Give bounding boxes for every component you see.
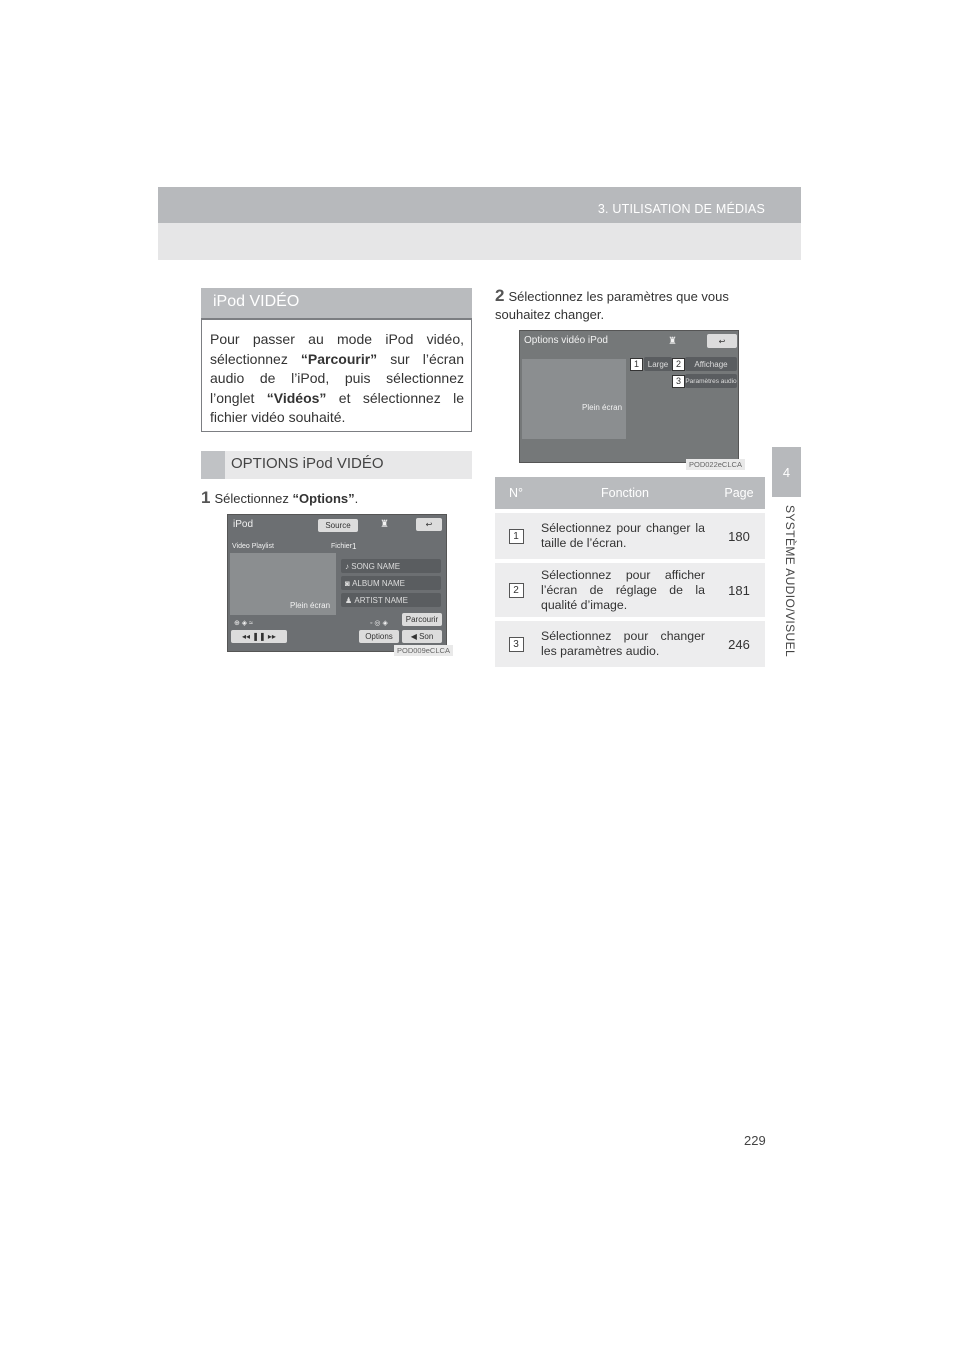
function-table [495,477,765,667]
options-screen-image: Options vidéo iPod ♜ ↩ Plein écran Large Affichage Paramètres audio 1 2 3 [519,330,739,463]
speaker-icon: ◀ [410,632,420,641]
row-page: 181 [713,561,765,619]
settings-icon: ♜ [380,519,389,530]
parcourir-button: Parcourir [402,613,442,626]
section-header-options [201,451,472,479]
header-no: N° [495,477,537,511]
header-stripe [201,451,225,479]
figure-code: POD009eCLCA [394,645,453,656]
callout-3: 3 [672,375,685,388]
step-1: 1 Sélectionnez “Options”. [201,488,359,507]
section-header-ipod-video [201,288,472,318]
options-button: Options [359,630,399,643]
section-header-title: iPod VIDÉO [213,293,300,310]
row-number: 3 [509,637,524,652]
step-2: 2 Sélectionnez les paramètres que vous souhaitez changer. [495,286,729,322]
parcourir-keyword: “Parcourir” [300,350,378,367]
videos-keyword: “Vidéos” [266,389,327,406]
song-row: ♪ SONG NAME [341,559,441,573]
callout-2: 2 [672,358,685,371]
source-button: Source [318,519,358,532]
page-number: 229 [744,1133,766,1148]
table-header-row [495,477,765,511]
affichage-button: Affichage [685,357,737,371]
intro-box: Pour passer au mode iPod vidéo, sélectionnez “Parcourir” sur l’écran audio de l’iPod, puis sélectionnez l’onglet “Vidéos” et sélectionnez le fichier vidéo souhaité. [201,320,472,432]
header-subband [158,223,801,260]
row-number: 2 [509,583,524,598]
chapter-number-tab: 4 [772,447,801,497]
back-icon: ↩ [707,334,737,348]
status-icons: ⊕ ◈ ≈ [234,620,253,627]
table-row [495,561,765,619]
section-title: 3. UTILISATION DE MÉDIAS [597,202,765,216]
settings-icon: ♜ [668,336,677,347]
header-function: Fonction [537,477,713,511]
row-description: Sélectionnez pour afficher l’écran de réglage de la qualité d’image. [537,561,713,619]
parametres-audio-button: Paramètres audio [685,374,737,388]
person-icon: ♟ [345,595,355,605]
chapter-label: SYSTÈME AUDIO/VISUEL [783,505,797,658]
figure-code: POD022eCLCA [686,459,745,470]
large-button: Large [644,357,672,371]
header-page: Page [713,477,765,511]
back-icon: ↩ [416,518,442,531]
row-description: Sélectionnez pour changer la taille de l’écran. [537,511,713,561]
row-page: 246 [713,619,765,667]
video-area [522,359,626,439]
row-description: Sélectionnez pour changer les paramètres audio. [537,619,713,667]
son-button: ◀ Son [402,630,442,643]
table-row [495,511,765,561]
row-page: 180 [713,511,765,561]
status-icons-right: ◦ ◎ ◈ [370,620,388,627]
table-row [495,619,765,667]
callout-1: 1 [630,358,643,371]
transport-controls: ◂◂ ❚❚ ▸▸ [231,630,287,643]
album-icon: ◙ [345,578,353,588]
album-row: ◙ ALBUM NAME [341,576,441,590]
row-number: 1 [509,529,524,544]
section-header-title: OPTIONS iPod VIDÉO [231,455,384,472]
note-icon: ♪ [345,561,352,571]
artist-row: ♟ ARTIST NAME [341,593,441,607]
ipod-screen-image: iPod Source ♜ ↩ Video Playlist Fichier 1 Plein écran ♪ SONG NAME ◙ ALBUM NAME ♟ ARTIST NAME ⊕ ◈ ≈ ◦ ◎ ◈ Parcourir ◂◂ ❚❚ ▸▸ Options ◀ Son [227,514,447,652]
